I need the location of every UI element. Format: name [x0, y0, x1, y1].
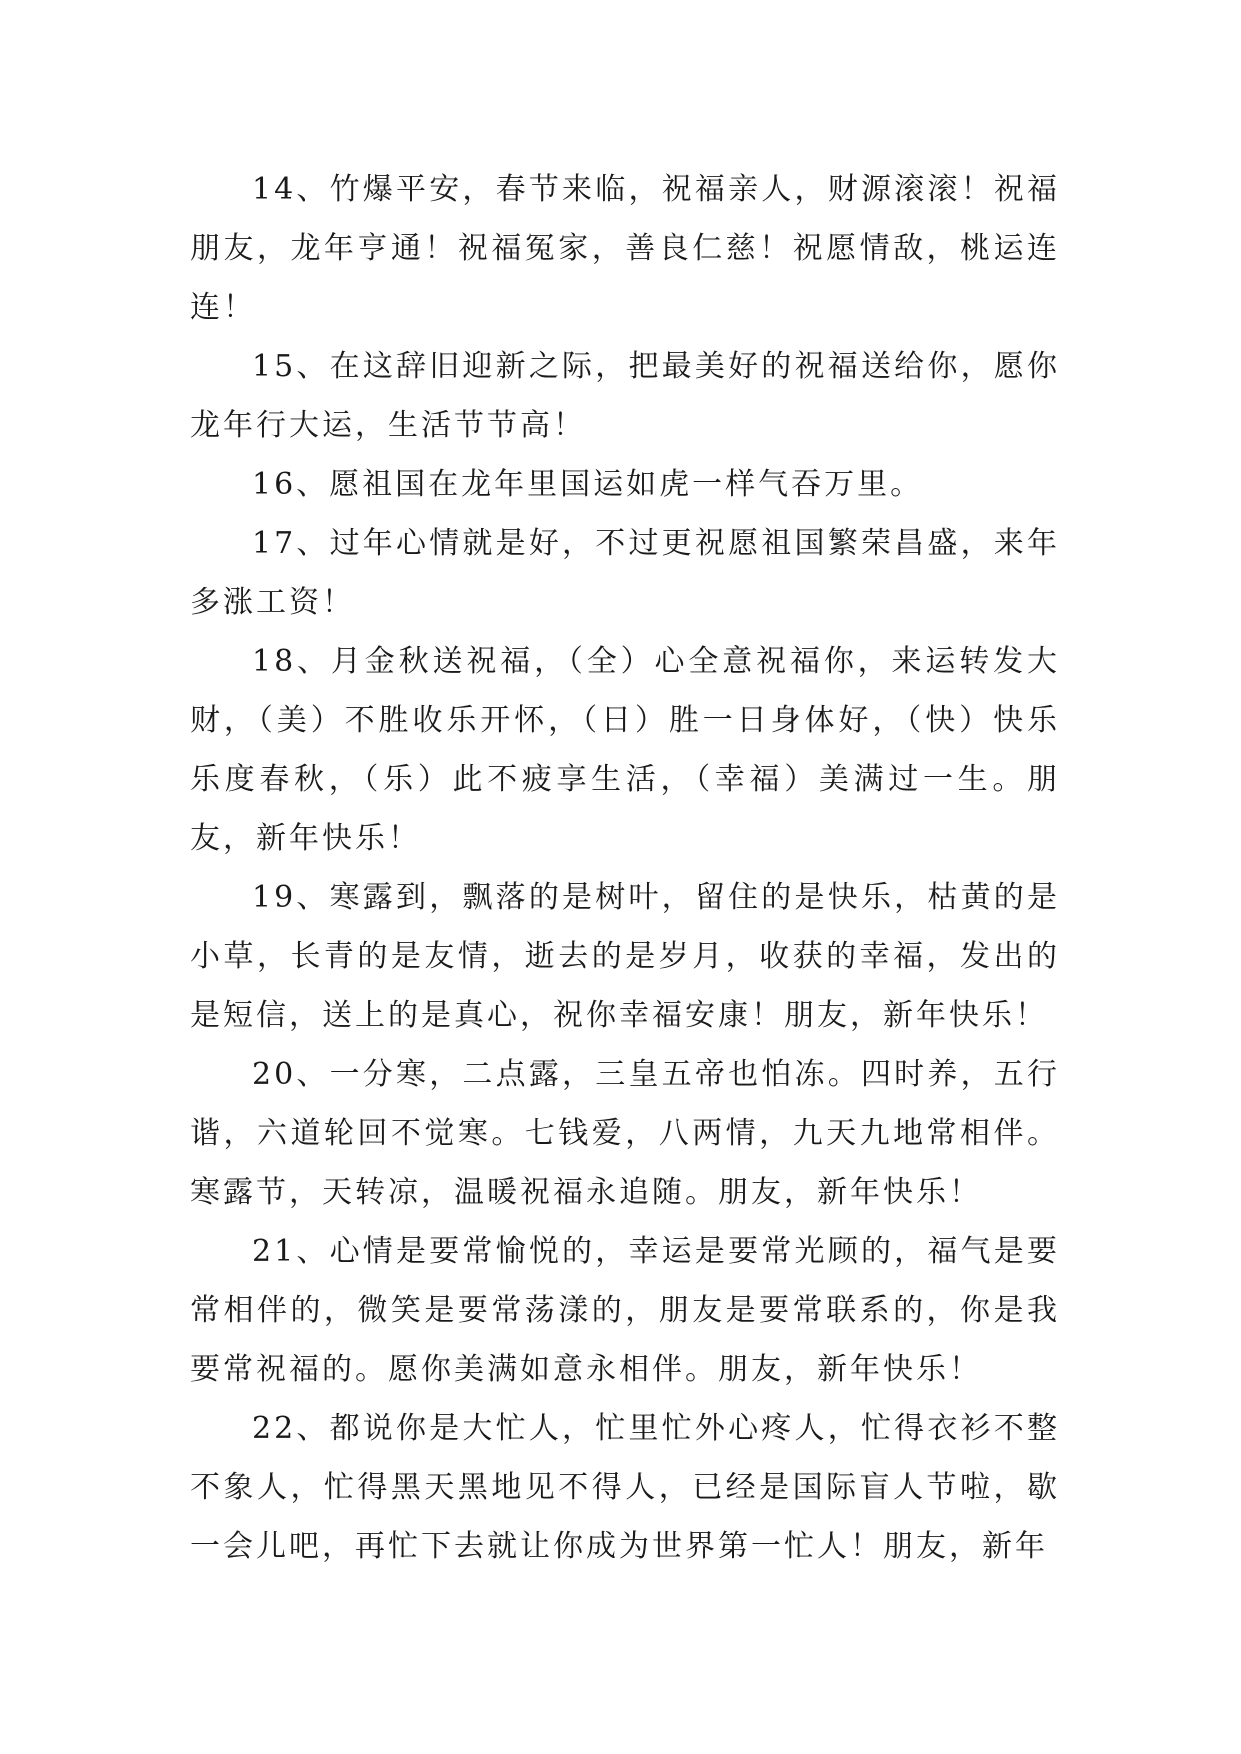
paragraph-15: 15、在这辞旧迎新之际，把最美好的祝福送给你，愿你龙年行大运，生活节节高！ [190, 349, 1060, 443]
document-body [190, 160, 1060, 1576]
paragraph-16: 16、愿祖国在龙年里国运如虎一样气吞万里。 [252, 467, 924, 502]
paragraph-17: 17、过年心情就是好，不过更祝愿祖国繁荣昌盛，来年多涨工资！ [190, 526, 1060, 620]
paragraph-22: 22、都说你是大忙人，忙里忙外心疼人，忙得衣衫不整不象人，忙得黑天黑地见不得人，已经是国际盲人节啦，歇一会儿吧，再忙下去就让你成为世界第一忙人！朋友，新年 [190, 1411, 1060, 1564]
paragraph-18: 18、月金秋送祝福，（全）心全意祝福你，来运转发大财，（美）不胜收乐开怀，（日）胜一日身体好，（快）快乐乐度春秋，（乐）此不疲享生活，（幸福）美满过一生。朋友，新年快乐！ [190, 644, 1060, 856]
paragraph-21: 21、心情是要常愉悦的，幸运是要常光顾的，福气是要常相伴的，微笑是要常荡漾的，朋友是要常联系的，你是我要常祝福的。愿你美满如意永相伴。朋友，新年快乐！ [190, 1234, 1060, 1387]
paragraph-20: 20、一分寒，二点露，三皇五帝也怕冻。四时养，五行谐，六道轮回不觉寒。七钱爱，八两情，九天九地常相伴。寒露节，天转凉，温暖祝福永追随。朋友，新年快乐！ [190, 1057, 1060, 1210]
paragraph-14: 14、竹爆平安，春节来临，祝福亲人，财源滚滚！祝福朋友，龙年亨通！祝福冤家，善良仁慈！祝愿情敌，桃运连连！ [190, 172, 1060, 325]
paragraph-19: 19、寒露到，飘落的是树叶，留住的是快乐，枯黄的是小草，长青的是友情，逝去的是岁月，收获的幸福，发出的是短信，送上的是真心，祝你幸福安康！朋友，新年快乐！ [190, 880, 1060, 1033]
